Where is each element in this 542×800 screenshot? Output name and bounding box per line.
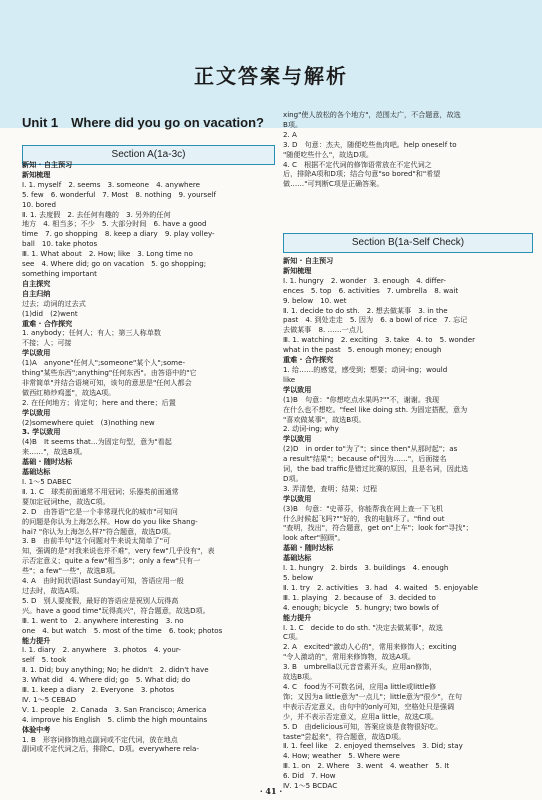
text-line: like bbox=[283, 374, 296, 384]
right-column-top bbox=[283, 110, 531, 189]
text-line: 去做某事 8. ……一点儿 bbox=[283, 325, 363, 335]
text-line: 学以致用 bbox=[283, 434, 312, 444]
text-line: look after"照顾"。 bbox=[283, 533, 345, 543]
text-line: 3. 弄清楚，查明；结果；过程 bbox=[283, 483, 378, 493]
text-line: 示否定意义；quite a few"相当多"；only a few"只有一 bbox=[22, 556, 201, 566]
text-line: 不接；人；可接 bbox=[22, 338, 72, 348]
text-line: 6. Did 7. How bbox=[283, 771, 336, 781]
text-line: Ⅰ. 1. diary 2. anywhere 3. photos 4. your- bbox=[22, 645, 181, 655]
text-line: ences 5. top 6. activities 7. umbrella 8. wait bbox=[283, 285, 459, 295]
text-line: 少，并不表示否定意义，应用a little，故选C项。 bbox=[283, 711, 439, 721]
text-line: Ⅱ. 1. try 2. activities 3. had 4. waited 5. enjoyable bbox=[283, 582, 479, 592]
text-line: Ⅰ. 1. hungry 2. birds 3. buildings 4. enough bbox=[283, 563, 449, 573]
text-line: 学以致用 bbox=[22, 407, 51, 417]
text-line: 重难 · 合作探究 bbox=[283, 355, 334, 365]
text-line: "查明，找出"，符合题意，get on"上车"；look for"寻找"； bbox=[283, 523, 473, 533]
text-line: 新知梳理 bbox=[22, 169, 51, 179]
text-line: Ⅰ. 1. hungry 2. wonder 3. enough 4. differ- bbox=[283, 275, 446, 285]
text-line: a result"结果"；because of"因为……"，后面接名 bbox=[283, 454, 447, 464]
text-line: Ⅱ. 1. feel like 2. enjoyed themselves 3. Did; stay bbox=[283, 741, 463, 751]
text-line: 1. anybody；任何人；有人；第三人称单数 bbox=[22, 328, 161, 338]
text-line: ball 10. take photos bbox=[22, 239, 98, 249]
text-line: Ⅱ. 1. 去度假 2. 去任何有趣的 3. 另外的任何 bbox=[22, 209, 171, 219]
text-line: 词，the bad traffic是错过比赛的原因，且是名词，因此选 bbox=[283, 464, 469, 474]
text-line: 1. B 形容词修饰地点副词或不定代词，放在地点 bbox=[22, 734, 178, 744]
text-line: 地方 4. 相当多；不少 5. 大部分时间 6. have a good bbox=[22, 219, 207, 229]
left-column bbox=[22, 160, 273, 754]
text-line: 5. few 6. wonderful 7. Most 8. nothing 9. yourself bbox=[22, 189, 217, 199]
text-line: 基础达标 bbox=[283, 553, 312, 563]
text-line: 4. improve his English 5. climb the high mountains bbox=[22, 714, 208, 724]
text-line: Ⅲ. 1. went to 2. anywhere interesting 3. no bbox=[22, 615, 184, 625]
text-line: 5. D 由delicious可知，答案应该是食物很好吃。 bbox=[283, 721, 443, 731]
text-line: B项。 bbox=[283, 119, 303, 129]
text-line: (4)B It seems that...为固定句型，意为"看起 bbox=[22, 437, 172, 447]
text-line: Ⅰ. 1～5 DABEC bbox=[22, 477, 72, 486]
text-line: 要加定冠词the，故选C项。 bbox=[22, 496, 110, 506]
text-line: 新知 · 自主预习 bbox=[22, 160, 73, 169]
text-line: 重难 · 合作探究 bbox=[22, 318, 73, 328]
text-line: 学以致用 bbox=[283, 493, 312, 503]
text-line: 4. enough; bicycle 5. hungry; two bowls of bbox=[283, 602, 439, 612]
text-line: (1)did (2)went bbox=[22, 308, 78, 318]
text-line: 中表示否定意义，由句中的only可知，空格处只是强调 bbox=[283, 701, 455, 711]
text-line: Ⅴ. 1. people 2. Canada 3. San Francisco; America bbox=[22, 704, 207, 714]
text-line: Ⅰ. 1. C decide to do sth. "决定去做某事"，故选 bbox=[283, 622, 443, 632]
text-line: 做……"可判断C项是正确答案。 bbox=[283, 179, 384, 189]
text-line: 什么时候起飞吗?""好的，我的电脑坏了。"find out bbox=[283, 513, 445, 523]
text-line: past 4. 到处走走 5. 因为 6. a bowl of rice 7. 忘记 bbox=[283, 315, 468, 325]
text-line: one 4. but watch 5. most of the time 6. took; photos bbox=[22, 625, 223, 635]
text-line: 3. D 句意：杰夫，随便吃些鱼肉吧。help oneself to bbox=[283, 139, 457, 149]
text-line: Ⅱ. 1. decide to do sth. 2. 想去做某事 3. in the bbox=[283, 305, 448, 315]
text-line: 3. B 由前半句"这个问题对牛来说太简单了"可 bbox=[22, 536, 171, 546]
text-line: xing"使人放松的各个地方"，范围太广，不合题意，故选 bbox=[283, 110, 461, 119]
text-line: hai? "你认为上海怎么样?"符合题意，故选D项。 bbox=[22, 526, 176, 536]
text-line: 1. 给……的感觉，感受到；想要；动词-ing；would bbox=[283, 364, 448, 374]
text-line: 自主探究 bbox=[22, 278, 51, 288]
page-number: · 41 · bbox=[259, 786, 283, 796]
text-line: time 7. go shopping 8. keep a diary 9. play volley- bbox=[22, 229, 215, 239]
text-line: 后，排除A项和D项；结合句意"so bored"和"希望 bbox=[283, 169, 441, 179]
text-line: 新知梳理 bbox=[283, 265, 312, 275]
text-line: what in the past 5. enough money; enough bbox=[283, 345, 442, 355]
text-line: 在什么也不想吃。"feel like doing sth. 为固定搭配，意为 bbox=[283, 404, 468, 414]
text-line: Ⅰ. 1. myself 2. seems 3. someone 4. anywhere bbox=[22, 179, 200, 189]
text-line: 学以致用 bbox=[22, 348, 51, 358]
page-title: 正文答案与解析 bbox=[194, 64, 348, 88]
section-b-heading: Section B(1a-Self Check) bbox=[283, 233, 533, 253]
text-line: (1)A anyone"任何人";someone"某个人";some- bbox=[22, 358, 186, 368]
text-line: Ⅳ. 1～5 CEBAD bbox=[22, 694, 77, 704]
text-line: 基础 · 随时达标 bbox=[22, 457, 73, 467]
text-line: (2)D in order to"为了"；since then"从那时起"；as bbox=[283, 444, 458, 454]
text-line: 副词或不定代词之后，排除C、D项。everywhere rela- bbox=[22, 744, 199, 754]
text-line: 些"；a few"一些"，故选B项。 bbox=[22, 566, 120, 576]
text-line: "喜欢做某事"，故选B项。 bbox=[283, 414, 366, 424]
text-line: Ⅲ. 1. What about 2. How; like 3. Long time no bbox=[22, 249, 193, 259]
text-line: 故选B项。 bbox=[283, 672, 317, 682]
text-line: see 4. Where did; go on vacation 5. go shopping; bbox=[22, 259, 207, 269]
text-line: thing"某些东西";anything"任何东西"。由答语中的"它 bbox=[22, 368, 197, 378]
text-line: self 5. took bbox=[22, 655, 67, 665]
text-line: 2. A bbox=[283, 129, 297, 139]
unit-title: Unit 1 Where did you go on vacation? bbox=[22, 115, 264, 130]
section-a-heading: Section A(1a-3c) bbox=[22, 145, 275, 165]
text-line: Ⅱ. 1. C 球类前面通常不用冠词；乐器类前面通常 bbox=[22, 486, 179, 496]
text-line: 4. C food为不可数名词，应用a little或little修 bbox=[283, 681, 437, 691]
text-line: 兴。have a good time"玩得高兴"，符合题意，故选D项。 bbox=[22, 605, 210, 615]
text-line: 4. How; weather 5. Where were bbox=[283, 751, 400, 761]
text-line: 5. D 别人要度假，最好的答语应是祝别人玩得高 bbox=[22, 595, 179, 605]
text-line: Ⅳ. 1～5 BCDAC bbox=[283, 781, 338, 791]
text-line: 2. 在任何地方；肯定句；here and there；后置 bbox=[22, 397, 176, 407]
right-column-bottom bbox=[283, 256, 531, 791]
text-line: 3. B umbrella以元音音素开头，应用an修饰， bbox=[283, 662, 437, 672]
text-line: something important bbox=[22, 268, 97, 278]
text-line: 来……"，故选B项。 bbox=[22, 447, 87, 457]
text-line: 5. below bbox=[283, 573, 314, 582]
text-line: 9. below 10. wet bbox=[283, 295, 347, 305]
text-line: (2)somewhere quiet (3)nothing new bbox=[22, 417, 155, 427]
text-line: Ⅱ. 1. Did; buy anything; No; he didn't 2. didn't have bbox=[22, 665, 209, 675]
text-line: 过去；动词的过去式 bbox=[22, 298, 86, 308]
text-line: 2. 动词-ing; why bbox=[283, 424, 339, 434]
text-line: 学以致用 bbox=[283, 384, 312, 394]
text-line: Ⅲ. 1. watching 2. exciting 3. take 4. to 5. wonder bbox=[283, 335, 476, 345]
text-line: 10. bored bbox=[22, 199, 57, 209]
text-line: (3)B 句意："史蒂芬，你能帮我在网上查一下飞机 bbox=[283, 503, 444, 513]
text-line: 基础达标 bbox=[22, 467, 51, 477]
text-line: (1)B 句意："你想吃点水果吗?""不，谢谢。我现 bbox=[283, 394, 440, 404]
text-line: 过去时，故选A项。 bbox=[22, 585, 84, 595]
text-line: 3. What did 4. Where did; go 5. What did; do bbox=[22, 675, 191, 685]
text-line: 4. C 根据不定代词的修饰语常放在不定代词之 bbox=[283, 159, 432, 169]
text-line: 3. 学以致用 bbox=[22, 427, 61, 437]
text-line: 非常简单"并结合语境可知，该句的意思是"任何人都会 bbox=[22, 377, 192, 387]
text-line: D项。 bbox=[283, 473, 303, 483]
text-line: 2. A excited"激动人心的"，常用来修饰人；exciting bbox=[283, 642, 457, 652]
text-line: Ⅲ. 1. on 2. Where 3. went 4. weather 5. It bbox=[283, 761, 450, 771]
text-line: 饰；又因为a little意为"一点儿"；little意为"很少"，在句 bbox=[283, 691, 463, 701]
text-line: 能力提升 bbox=[283, 612, 312, 622]
text-line: 基础 · 随时达标 bbox=[283, 543, 334, 553]
text-line: 的问题是你认为上海怎么样。How do you like Shang- bbox=[22, 516, 198, 526]
text-line: "随便吃些什么"，故选D项。 bbox=[283, 149, 374, 159]
text-line: 4. A 由时间状语last Sunday可知，答语应用一般 bbox=[22, 576, 184, 586]
text-line: Ⅲ. 1. keep a diary 2. Everyone 3. photos bbox=[22, 685, 175, 695]
text-line: 做西红柿炒鸡蛋"，故选A项。 bbox=[22, 387, 116, 397]
text-line: C项。 bbox=[283, 632, 303, 642]
text-line: "令人激动的"，常用来修饰物，故选A项。 bbox=[283, 652, 415, 662]
text-line: 自主归纳 bbox=[22, 288, 51, 298]
text-line: 体验中考 bbox=[22, 724, 51, 734]
text-line: 2. D 由答语"它是一个非常现代化的城市"可知问 bbox=[22, 506, 178, 516]
text-line: Ⅲ. 1. playing 2. because of 3. decided to bbox=[283, 592, 436, 602]
text-line: 新知 · 自主预习 bbox=[283, 256, 334, 265]
text-line: 能力提升 bbox=[22, 635, 51, 645]
text-line: taste"尝起来"，符合题意，故选D项。 bbox=[283, 731, 406, 741]
text-line: 知，强调的是"对我来说也并不难"，very few"几乎没有"，表 bbox=[22, 546, 215, 556]
